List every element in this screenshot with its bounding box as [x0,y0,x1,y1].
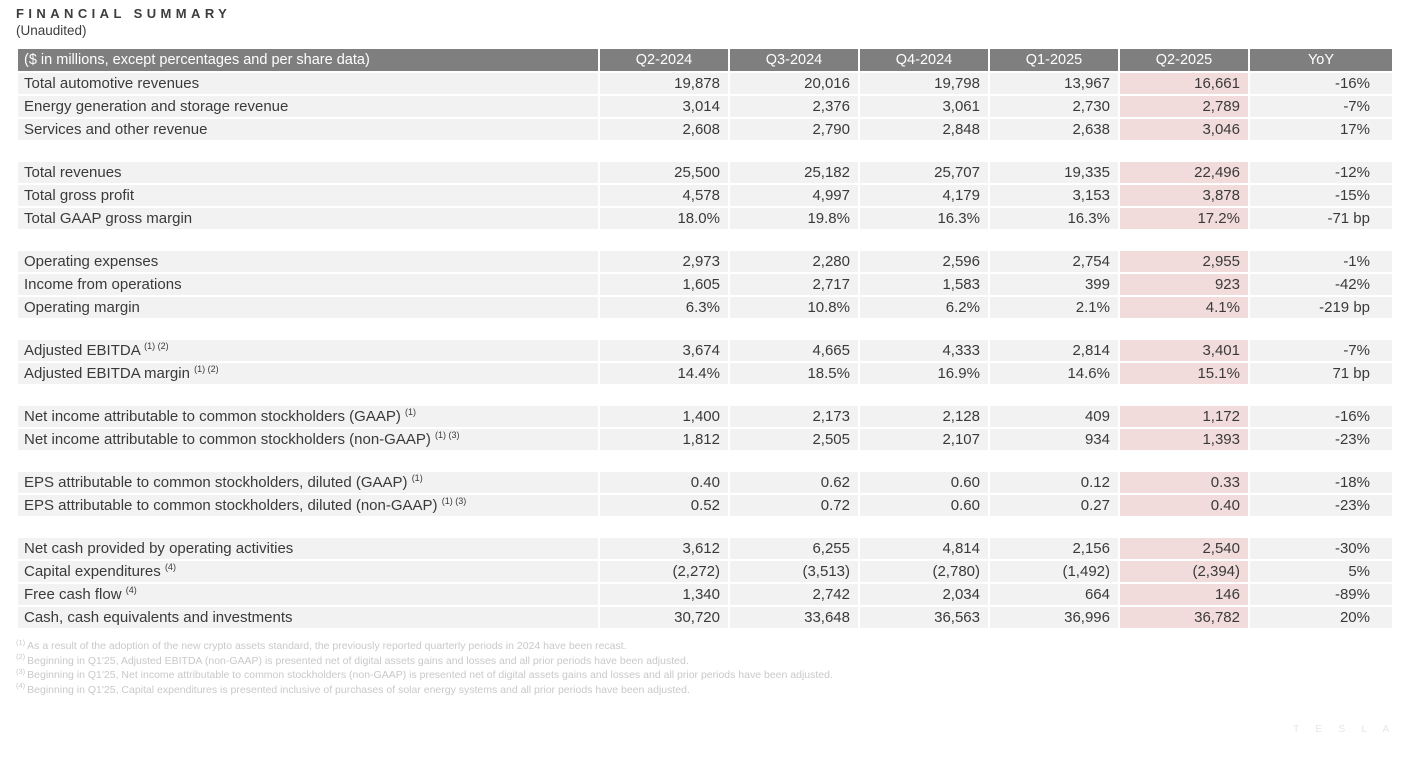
value-cell: 3,061 [860,96,988,117]
value-cell: 6,255 [730,538,858,559]
value-cell: 13,967 [990,73,1118,94]
table-row [18,495,1392,516]
value-cell: 18.5% [730,363,858,384]
value-cell: 0.60 [860,495,988,516]
table-row [18,119,1392,140]
footnote-4 [16,683,1394,698]
table-row [18,297,1392,318]
row-label [18,73,598,94]
footnote-marker: (1) [16,637,26,647]
footnote-reference: (1) (2) [144,341,169,351]
value-cell: 4,997 [730,185,858,206]
footnote-2 [16,654,1394,669]
value-cell: 0.60 [860,472,988,493]
value-cell: 2,789 [1120,96,1248,117]
footnote-text: Beginning in Q1'25, Net income attributable to common stockholders (non-GAAP) is presented net of digital assets gains and losses and all prior periods have been adjusted. [27,669,833,681]
value-cell: (2,780) [860,561,988,582]
footnote-marker: (4) [16,681,26,690]
value-cell: 1,172 [1120,406,1248,427]
footnote-text: Beginning in Q1'25, Adjusted EBITDA (non-GAAP) is presented net of digital assets gains and losses and all prior periods have been adjusted. [27,654,689,667]
value-cell: 0.40 [1120,495,1248,516]
section-spacer-row [18,231,1392,249]
row-label [18,340,598,361]
value-cell: 2,173 [730,406,858,427]
value-cell: 1,340 [600,584,728,605]
value-cell: 25,182 [730,162,858,183]
yoy-value-cell: -219 bp [1250,297,1392,318]
value-cell: 2,376 [730,96,858,117]
yoy-value-cell: 20% [1250,607,1392,628]
value-cell: 6.2% [860,297,988,318]
yoy-value-cell: -71 bp [1250,208,1392,229]
footnote-text: As a result of the adoption of the new crypto assets standard, the previously reported quarterly periods in 2024 have been recast. [27,640,627,652]
yoy-value-cell: -89% [1250,584,1392,605]
row-label-text: Total GAAP gross margin [24,210,193,227]
value-cell: 25,500 [600,162,728,183]
value-cell: (1,492) [990,561,1118,582]
footnote-reference: (1) [405,407,416,417]
value-cell: (2,272) [600,561,728,582]
row-label-text: Total automotive revenues [24,75,200,92]
value-cell: 4,665 [730,340,858,361]
value-cell: 19,878 [600,73,728,94]
row-label [18,363,598,384]
value-cell: (2,394) [1120,561,1248,582]
value-cell: 3,878 [1120,185,1248,206]
row-label [18,185,598,206]
column-header-q2-2024: Q2-2024 [600,49,728,71]
footnotes [16,639,1394,697]
table-row [18,251,1392,272]
value-cell: 14.4% [600,363,728,384]
value-cell: 4,814 [860,538,988,559]
row-label [18,96,598,117]
value-cell: 14.6% [990,363,1118,384]
value-cell: 409 [990,406,1118,427]
yoy-value-cell: -7% [1250,340,1392,361]
value-cell: 16.3% [990,208,1118,229]
row-label [18,607,598,628]
value-cell: 2,638 [990,119,1118,140]
financial-summary-table [16,47,1394,630]
column-header-q4-2024: Q4-2024 [860,49,988,71]
table-row [18,584,1392,605]
value-cell: 1,605 [600,274,728,295]
table-row [18,185,1392,206]
value-cell: 1,583 [860,274,988,295]
value-cell: 3,612 [600,538,728,559]
row-label-text: Capital expenditures [24,563,161,580]
table-row [18,538,1392,559]
value-cell: 2,128 [860,406,988,427]
footnote-reference: (4) [125,585,137,595]
value-cell: 36,996 [990,607,1118,628]
value-cell: 2,156 [990,538,1118,559]
value-cell: 934 [990,429,1118,450]
value-cell: 16,661 [1120,73,1248,94]
row-label [18,297,598,318]
table-row [18,73,1392,94]
row-label [18,119,598,140]
page-subtitle: (Unaudited) [16,23,87,38]
row-label [18,274,598,295]
table-row [18,561,1392,582]
value-cell: 15.1% [1120,363,1248,384]
value-cell: 36,563 [860,607,988,628]
value-cell: 16.9% [860,363,988,384]
value-cell: 22,496 [1120,162,1248,183]
yoy-value-cell: -16% [1250,406,1392,427]
value-cell: 25,707 [860,162,988,183]
yoy-value-cell: -30% [1250,538,1392,559]
value-cell: 3,674 [600,340,728,361]
table-header-row [18,49,1392,71]
column-header-yoy: YoY [1250,49,1392,71]
footnote-marker: (3) [16,666,26,676]
yoy-value-cell: -18% [1250,472,1392,493]
row-label [18,208,598,229]
footnote-reference: (1) (2) [194,364,219,374]
row-label-text: Operating expenses [24,253,159,270]
yoy-value-cell: -23% [1250,429,1392,450]
value-cell: 2,717 [730,274,858,295]
footnote-marker: (2) [16,652,26,661]
row-label [18,561,598,582]
value-cell: 923 [1120,274,1248,295]
value-cell: 3,401 [1120,340,1248,361]
value-cell: 2.1% [990,297,1118,318]
table-row [18,340,1392,361]
footnote-text: Beginning in Q1'25, Capital expenditures is presented inclusive of purchases of solar energy systems and all prior periods have been adjusted. [27,683,690,696]
value-cell: 2,540 [1120,538,1248,559]
tesla-logo-watermark: T E S L A [1293,724,1396,735]
row-label-text: Adjusted EBITDA [24,342,140,359]
value-cell: 0.52 [600,495,728,516]
value-cell: 20,016 [730,73,858,94]
value-cell: 0.12 [990,472,1118,493]
table-row [18,363,1392,384]
value-cell: 2,596 [860,251,988,272]
value-cell: 4,179 [860,185,988,206]
row-label-text: Net income attributable to common stockholders (GAAP) [24,408,401,425]
yoy-value-cell: -15% [1250,185,1392,206]
row-label [18,495,598,516]
table-row [18,429,1392,450]
value-cell: 18.0% [600,208,728,229]
row-label [18,429,598,450]
table-row [18,274,1392,295]
table-row [18,406,1392,427]
table-row [18,96,1392,117]
value-cell: 33,648 [730,607,858,628]
row-label-text: Free cash flow [24,586,122,603]
value-cell: 2,608 [600,119,728,140]
row-label-text: Adjusted EBITDA margin [24,365,190,382]
value-cell: 3,153 [990,185,1118,206]
section-spacer-row [18,452,1392,470]
yoy-value-cell: -12% [1250,162,1392,183]
footnote-reference: (1) [411,473,423,483]
yoy-value-cell: -7% [1250,96,1392,117]
section-spacer-row [18,142,1392,160]
value-cell: 19.8% [730,208,858,229]
value-cell: 146 [1120,584,1248,605]
footnote-reference: (4) [164,562,176,572]
row-label-text: Cash, cash equivalents and investments [24,609,293,626]
value-cell: 19,798 [860,73,988,94]
value-cell: 19,335 [990,162,1118,183]
value-cell: 2,742 [730,584,858,605]
table-row [18,472,1392,493]
value-cell: 4,333 [860,340,988,361]
section-spacer-row [18,320,1392,338]
value-cell: 2,848 [860,119,988,140]
row-label-text: EPS attributable to common stockholders, diluted (non-GAAP) [24,497,438,514]
value-cell: 1,812 [600,429,728,450]
table-row [18,162,1392,183]
row-label-text: Total gross profit [24,187,135,204]
row-label-text: Net income attributable to common stockholders (non-GAAP) [24,431,431,448]
section-spacer-row [18,518,1392,536]
value-cell: 2,505 [730,429,858,450]
value-cell: 2,955 [1120,251,1248,272]
yoy-value-cell: -42% [1250,274,1392,295]
value-cell: 4.1% [1120,297,1248,318]
column-header-q3-2024: Q3-2024 [730,49,858,71]
row-label-text: EPS attributable to common stockholders, diluted (GAAP) [24,474,408,491]
footnote-3 [16,668,1394,683]
value-cell: 0.33 [1120,472,1248,493]
value-cell: 2,754 [990,251,1118,272]
value-cell: 30,720 [600,607,728,628]
section-spacer-row [18,386,1392,404]
value-cell: 0.27 [990,495,1118,516]
row-label [18,472,598,493]
page-title: FINANCIAL SUMMARY [16,6,232,21]
column-header-q2-2025: Q2-2025 [1120,49,1248,71]
row-label-text: Services and other revenue [24,121,208,138]
row-label-text: Operating margin [24,299,140,316]
value-cell: 1,400 [600,406,728,427]
table-row [18,208,1392,229]
row-label-text: Income from operations [24,276,182,293]
value-cell: 0.62 [730,472,858,493]
yoy-value-cell: 17% [1250,119,1392,140]
yoy-value-cell: -1% [1250,251,1392,272]
value-cell: 36,782 [1120,607,1248,628]
value-cell: 0.40 [600,472,728,493]
value-cell: 2,034 [860,584,988,605]
value-cell: (3,513) [730,561,858,582]
value-cell: 2,107 [860,429,988,450]
value-cell: 2,730 [990,96,1118,117]
value-cell: 6.3% [600,297,728,318]
value-cell: 2,973 [600,251,728,272]
row-label [18,406,598,427]
table-header-label: ($ in millions, except percentages and per share data) [18,49,598,71]
value-cell: 2,280 [730,251,858,272]
value-cell: 16.3% [860,208,988,229]
value-cell: 1,393 [1120,429,1248,450]
row-label [18,251,598,272]
footnote-reference: (1) (3) [441,496,467,506]
row-label-text: Net cash provided by operating activities [24,540,294,557]
footnote-1 [16,639,1394,654]
value-cell: 4,578 [600,185,728,206]
value-cell: 0.72 [730,495,858,516]
row-label-text: Total revenues [24,164,122,181]
yoy-value-cell: 71 bp [1250,363,1392,384]
value-cell: 3,046 [1120,119,1248,140]
table-body [18,73,1392,628]
yoy-value-cell: 5% [1250,561,1392,582]
row-label [18,584,598,605]
footnote-reference: (1) (3) [435,430,460,440]
row-label [18,538,598,559]
table-row [18,607,1392,628]
value-cell: 2,814 [990,340,1118,361]
column-header-q1-2025: Q1-2025 [990,49,1118,71]
row-label [18,162,598,183]
yoy-value-cell: -23% [1250,495,1392,516]
value-cell: 10.8% [730,297,858,318]
row-label-text: Energy generation and storage revenue [24,98,289,115]
value-cell: 399 [990,274,1118,295]
value-cell: 2,790 [730,119,858,140]
yoy-value-cell: -16% [1250,73,1392,94]
value-cell: 3,014 [600,96,728,117]
value-cell: 17.2% [1120,208,1248,229]
value-cell: 664 [990,584,1118,605]
